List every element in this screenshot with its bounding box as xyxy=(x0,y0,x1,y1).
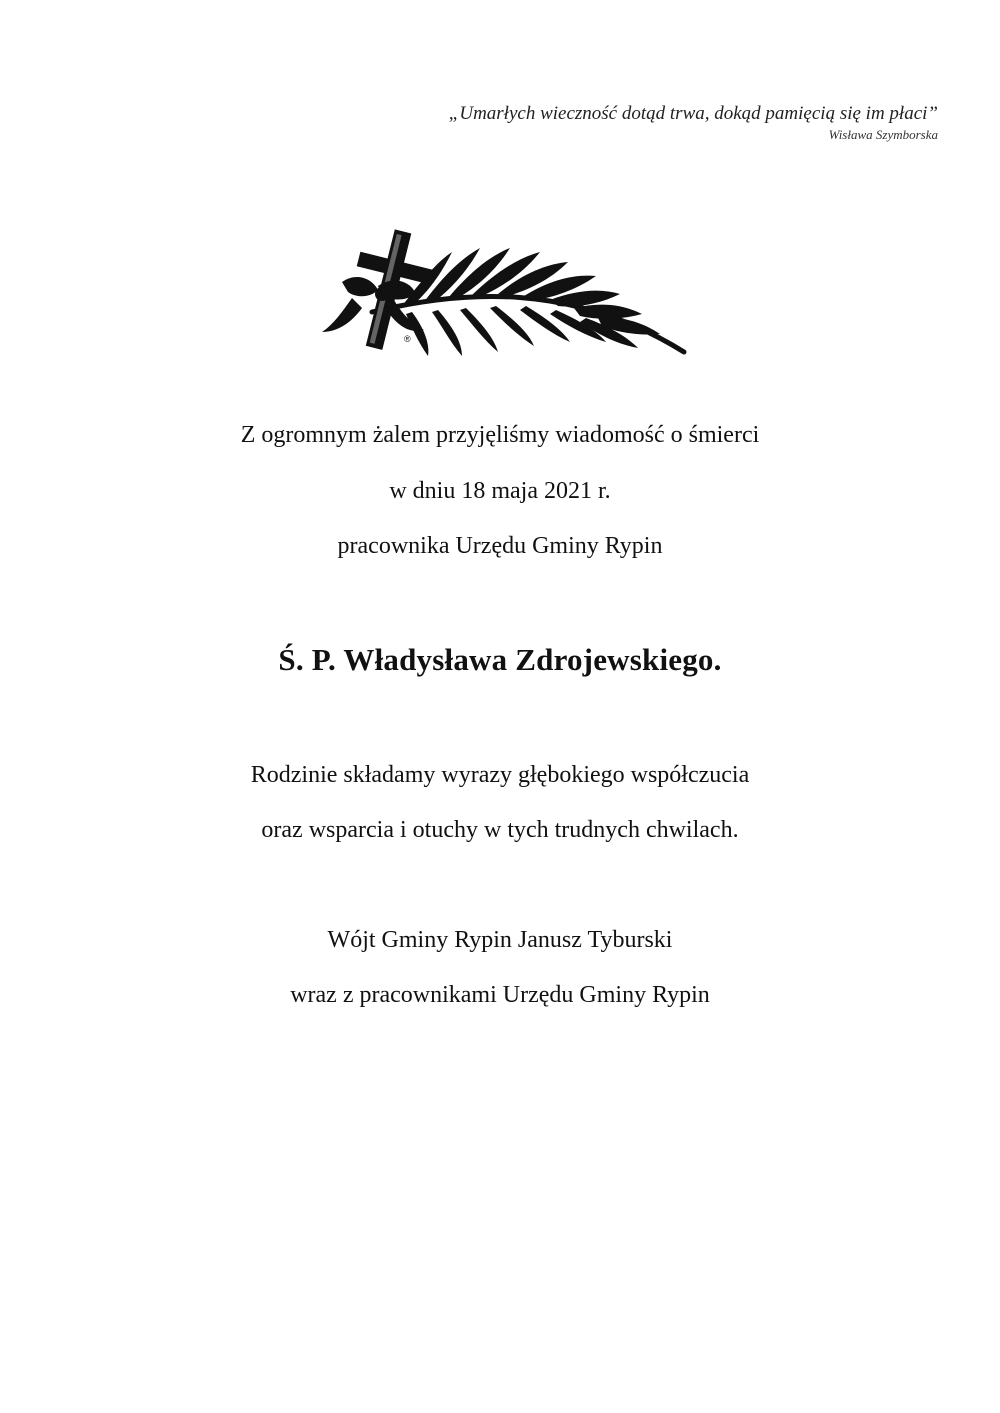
deceased-name: Ś. P. Władysława Zdrojewskiego. xyxy=(278,642,722,677)
condolence-line-2: oraz wsparcia i otuchy w tych trudnych chwilach. xyxy=(261,817,739,843)
epigraph xyxy=(449,102,938,144)
cross-with-palm-branch-icon xyxy=(312,220,692,360)
signature-line-2: wraz z pracownikami Urzędu Gminy Rypin xyxy=(290,982,710,1008)
announcement-line-3: pracownika Urzędu Gminy Rypin xyxy=(337,533,663,559)
condolence-line-1: Rodzinie składamy wyrazy głębokiego współczucia xyxy=(250,762,750,788)
registered-mark: ® xyxy=(404,334,411,344)
announcement-date: w dniu 18 maja 2021 r. xyxy=(389,478,611,504)
epigraph-quote: „Umarłych wieczność dotąd trwa, dokąd pamięcią się im płaci” xyxy=(448,103,938,124)
signature-line-1: Wójt Gminy Rypin Janusz Tyburski xyxy=(327,927,673,953)
announcement-line-1: Z ogromnym żalem przyjęliśmy wiadomość o śmierci xyxy=(240,422,760,448)
epigraph-author: Wisława Szymborska xyxy=(828,127,938,142)
